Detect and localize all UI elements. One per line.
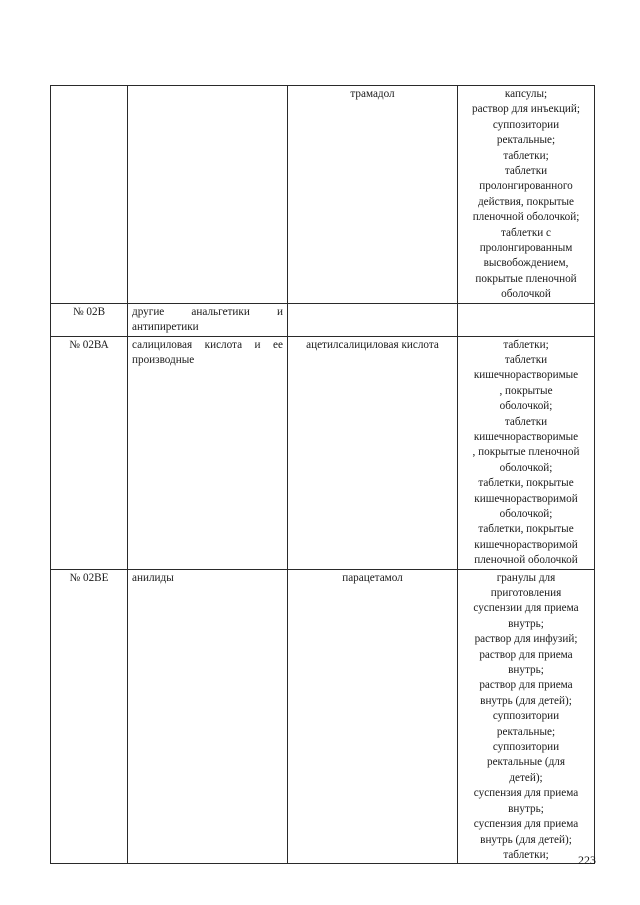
table-row (51, 336, 595, 569)
drug-table (50, 85, 595, 864)
dosage-form-line: внутрь; (508, 802, 544, 815)
dosage-form-line: приготовления (490, 587, 562, 599)
page-number: 223 (578, 853, 596, 867)
dosage-form-line: оболочкой; (499, 461, 553, 474)
dosage-form-line: пролонгированным (479, 242, 573, 255)
dosage-form-line: ректальные; (496, 725, 556, 738)
dosage-form-line: покрытые пленочной (475, 272, 577, 285)
dosage-form-line: таблетки; (503, 848, 549, 861)
substance-cell: ацетилсалициловая кислота (288, 336, 458, 569)
dosage-forms-cell (458, 86, 595, 304)
dosage-form-line: пленочной оболочкой; (472, 211, 580, 224)
dosage-form-line: детей); (509, 771, 543, 784)
dosage-form-line: пролонгированного (479, 180, 573, 193)
table-row (51, 86, 595, 304)
substance-cell: трамадол (288, 86, 458, 304)
group-name-cell (128, 86, 288, 304)
dosage-form-line: оболочкой (501, 288, 551, 301)
dosage-form-line: кишечнорастворимые (473, 430, 579, 443)
dosage-form-line: таблетки (504, 353, 548, 366)
dosage-form-line: таблетки с (500, 226, 552, 239)
dosage-forms-cell (458, 336, 595, 569)
dosage-form-line: суспензия для приема (473, 787, 579, 800)
atc-code-cell: № 02ВА (51, 336, 128, 569)
dosage-form-line: суппозитории (492, 710, 560, 723)
dosage-form-line: таблетки; (503, 149, 549, 162)
table-row (51, 569, 595, 864)
dosage-forms-cell (458, 303, 595, 336)
dosage-form-line: суспензия для приема (473, 818, 579, 831)
dosage-form-line: , покрытые пленочной (472, 446, 580, 459)
dosage-form-line: кишечнорастворимые (473, 369, 579, 382)
dosage-form-line: таблетки; (503, 338, 549, 351)
dosage-form-line: раствор для приема (479, 648, 573, 661)
dosage-form-line: таблетки (504, 165, 548, 178)
dosage-form-line: внутрь; (508, 617, 544, 630)
dosage-form-line: внутрь; (508, 664, 544, 677)
dosage-form-line: внутрь (для детей); (480, 833, 572, 846)
dosage-form-line: ректальные (для (486, 756, 566, 769)
dosage-forms-cell (458, 569, 595, 864)
dosage-form-line: оболочкой; (499, 507, 553, 520)
substance-cell (288, 303, 458, 336)
dosage-form-line: таблетки, покрытые (478, 523, 574, 536)
dosage-form-line: капсулы; (504, 88, 548, 100)
dosage-form-line: таблетки, покрытые (478, 477, 574, 490)
dosage-form-line: раствор для приема (479, 679, 573, 692)
dosage-form-line: кишечнорастворимой (474, 538, 578, 551)
dosage-form-line: таблетки (504, 415, 548, 428)
atc-code-cell: № 02ВЕ (51, 569, 128, 864)
dosage-form-line: , покрытые (499, 384, 553, 397)
dosage-form-line: внутрь (для детей); (480, 694, 572, 707)
group-name-cell: салициловая кислота и ее производные (128, 336, 288, 569)
dosage-form-line: суппозитории (492, 741, 560, 754)
group-name-cell: другие анальгетики и антипиретики (128, 303, 288, 336)
dosage-form-line: кишечнорастворимой (474, 492, 578, 505)
dosage-form-line: раствор для инъекций; (471, 103, 581, 116)
dosage-form-line: раствор для инфузий; (474, 633, 578, 646)
dosage-form-line: оболочкой; (499, 400, 553, 413)
dosage-form-line: суппозитории (492, 118, 560, 131)
dosage-form-line: ректальные; (496, 134, 556, 147)
dosage-form-line: гранулы для (496, 571, 556, 584)
dosage-form-line: действия, покрытые (477, 195, 574, 208)
substance-cell: парацетамол (288, 569, 458, 864)
atc-code-cell (51, 86, 128, 304)
atc-code-cell: № 02В (51, 303, 128, 336)
dosage-form-line: суспензии для приема (473, 602, 579, 615)
group-name-cell: анилиды (128, 569, 288, 864)
dosage-form-line: высвобождением, (483, 257, 569, 270)
table-row (51, 303, 595, 336)
dosage-form-line: пленочной оболочкой (474, 554, 578, 567)
